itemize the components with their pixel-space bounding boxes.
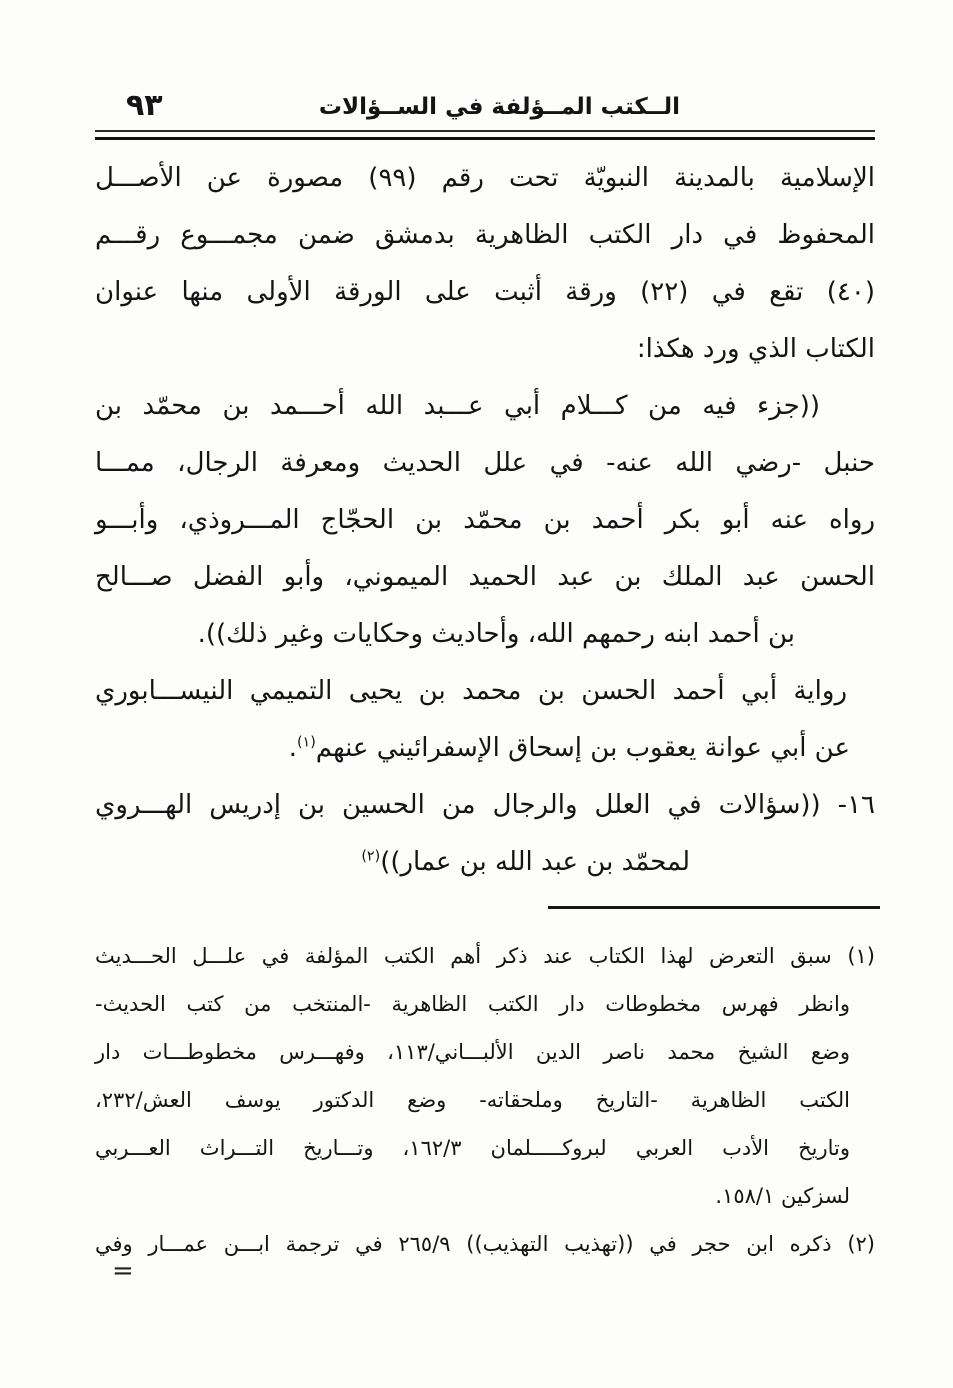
body-text — [95, 150, 875, 891]
body-line-10: رواية أبي أحمد الحسن بن محمد بن يحيى التميمي النيســـابوري — [95, 676, 847, 706]
body-line-7: رواه عنه أبو بكر أحمد بن محمّد بن الحجّاج المـــروذي، وأبـــو — [95, 505, 875, 535]
page-number: ٩٣ — [126, 88, 163, 123]
footnote-1-line-2: وانظر فهرس مخطوطات دار الكتب الظاهرية -المنتخب من كتب الحديث- — [95, 992, 850, 1016]
body-line-11 — [95, 720, 875, 777]
footnote-continuation-mark: = — [112, 1256, 134, 1286]
footnotes — [95, 932, 875, 1268]
body-line-11-text: عن أبي عوانة يعقوب بن إسحاق الإسفرائيني عنهم — [315, 733, 850, 763]
header-rule-thin — [95, 130, 875, 132]
body-line-1: الإسلامية بالمدينة النبويّة تحت رقم (٩٩) مصورة عن الأصـــل — [95, 163, 876, 193]
footnote-1-line-6: لسزكين ١٥٨/١. — [715, 1184, 850, 1208]
footnote-1-line-4: الكتب الظاهرية -التاريخ وملحقاته- وضع الدكتور يوسف العش/٢٣٢، — [95, 1088, 850, 1112]
header-rule-thick — [95, 137, 875, 140]
body-line-11-tail: . — [288, 733, 297, 763]
body-line-8: الحسن عبد الملك بن عبد الحميد الميموني، وأبو الفضل صـــالح — [95, 562, 875, 592]
body-line-4: الكتاب الذي ورد هكذا: — [636, 334, 875, 364]
body-line-9-quote-end: بن أحمد ابنه رحمهم الله، وأحاديث وحكايات وغير ذلك)). — [197, 619, 795, 649]
body-line-13 — [95, 834, 875, 891]
footnote-2-line-1: (٢) ذكره ابن حجر في ((تهذيب التهذيب)) ٢٦٥/٩ في ترجمة ابـــن عمـــار وفي — [95, 1232, 875, 1256]
footnote-ref-1: (١) — [296, 734, 316, 751]
body-line-13-text: لمحمّد بن عبد الله بن عمار)) — [380, 847, 690, 877]
footnote-1-line-3: وضع الشيخ محمد ناصر الدين الألبـــاني/١١٣، وفهـــرس مخطوطـــات دار — [95, 1040, 850, 1064]
body-line-2: المحفوظ في دار الكتب الظاهرية بدمشق ضمن مجمـــوع رقـــم — [95, 220, 875, 250]
footnote-separator-rule — [548, 906, 880, 909]
body-line-5-quote-start: ((جزء فيه من كـــلام أبي عـــبد الله أحـــمد بن محمّد بن — [95, 391, 820, 421]
body-line-12-item-16: ١٦- ((سؤالات في العلل والرجال من الحسين بن إدريس الهـــروي — [95, 790, 875, 820]
footnote-1-line-1: (١) سبق التعرض لهذا الكتاب عند ذكر أهم الكتب المؤلفة في علـــل الحـــديث — [95, 944, 875, 968]
running-title: الــكتب المــؤلفة في الســؤالات — [318, 94, 680, 120]
body-line-3: (٤٠) تقع في (٢٢) ورقة أثبت على الورقة الأولى منها عنوان — [95, 277, 875, 307]
body-line-6: حنبل -رضي الله عنه- في علل الحديث ومعرفة الرجال، ممـــا — [95, 448, 875, 478]
footnote-1-line-5: وتاريخ الأدب العربي لبروكـــــلمان ١٦٢/٣، وتـــاريخ التـــراث العـــربي — [95, 1136, 850, 1160]
footnote-ref-2: (٢) — [361, 848, 381, 865]
